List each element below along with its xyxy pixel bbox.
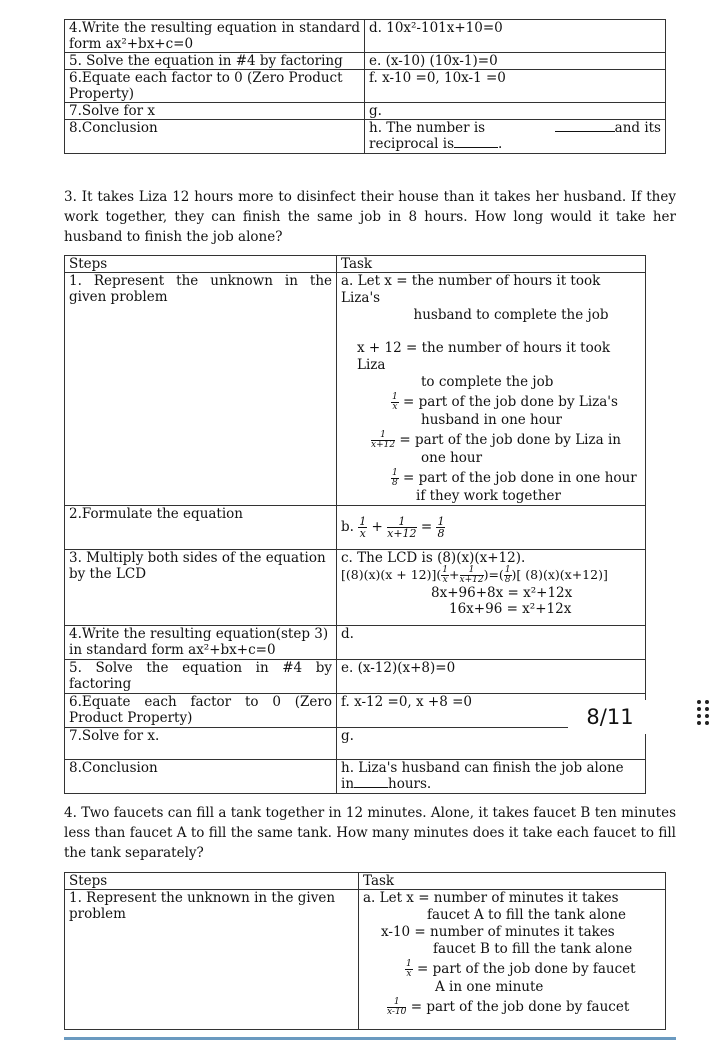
task-cell: d. 10x²-101x+10=0 xyxy=(365,20,666,53)
table-row xyxy=(65,694,646,728)
table-row xyxy=(65,890,666,1030)
fraction-1-over-x: $\frac{1}{x}$ xyxy=(442,565,449,585)
task-cell: g. xyxy=(365,103,666,120)
task-cell xyxy=(365,120,666,154)
task-cell: e. (x-12)(x+8)=0 xyxy=(337,660,646,694)
x-minus-10-line: x-10 = number of minutes it takes xyxy=(381,924,615,940)
conclusion-text: h. Liza's husband can finish the job alone xyxy=(341,760,624,776)
task-cell: e. (x-10) (10x-1)=0 xyxy=(365,53,666,70)
part-line: = part of the job done in one hour xyxy=(403,470,637,486)
step-cell: 2.Formulate the equation xyxy=(65,506,337,550)
step-cell: 3. Multiply both sides of the equation by the LCD xyxy=(65,550,337,626)
plus-sign: + xyxy=(371,519,383,535)
step-cell: 8.Conclusion xyxy=(65,760,337,794)
more-dots-icon[interactable] xyxy=(697,700,711,732)
x-plus-12-line: x + 12 = the number of hours it took Liza xyxy=(357,340,611,373)
problem-4-text: 4. Two faucets can fill a tank together in 12 minutes. Alone, it takes faucet B ten minutes less than faucet A to fill the same tank. How many minutes does it take each faucet to fill the tank separately? xyxy=(64,805,676,861)
table-row xyxy=(65,660,646,694)
header-steps: Steps xyxy=(65,873,359,890)
step-cell: 1. Represent the unknown in the given problem xyxy=(65,273,337,506)
task-cell xyxy=(359,890,666,1030)
fraction-1-over-x: $\frac{1}{x}$ xyxy=(406,959,412,979)
conclusion-text: hours. xyxy=(388,776,432,792)
let-x-line-2: faucet A to fill the tank alone xyxy=(427,907,627,923)
table-row xyxy=(65,626,646,660)
task-cell xyxy=(337,760,646,794)
table-header-row xyxy=(65,873,666,890)
step-cell: 6.Equate each factor to 0 (Zero Product Property) xyxy=(65,694,337,728)
step-cell: 5. Solve the equation in #4 by factoring xyxy=(65,660,337,694)
multiply-line: [(8)(x)(x + 12)]( xyxy=(341,567,442,582)
step-cell: 4.Write the resulting equation in standard form ax²+bx+c=0 xyxy=(65,20,365,53)
task-cell: g. xyxy=(337,728,646,760)
table-row xyxy=(65,506,646,550)
part-line: = part of the job done by faucet xyxy=(417,961,636,977)
table-row xyxy=(65,273,646,506)
let-x-line-2: husband to complete the job xyxy=(413,307,609,323)
task-cell xyxy=(337,506,646,550)
fraction-1-over-x: $\frac{1}{x}$ xyxy=(392,392,398,412)
part-line-2: husband in one hour xyxy=(421,412,563,428)
x-plus-12-line-2: to complete the job xyxy=(421,374,554,390)
simplified-line: 16x+96 = x²+12x xyxy=(449,601,572,617)
part-line: = part of the job done by faucet xyxy=(410,999,630,1015)
fraction-1-over-8: $\frac{1}{8}$ xyxy=(437,515,445,540)
header-task: Task xyxy=(359,873,666,890)
let-x-line: a. Let x = number of minutes it takes xyxy=(363,890,619,906)
step-cell: 7.Solve for x. xyxy=(65,728,337,760)
step-cell: 6.Equate each factor to 0 (Zero Product Property) xyxy=(65,70,365,103)
table-row xyxy=(65,728,646,760)
table-row xyxy=(65,70,666,103)
equation-label: b. xyxy=(341,519,354,535)
table-row xyxy=(65,550,646,626)
task-cell: d. xyxy=(337,626,646,660)
equals-sign: = xyxy=(420,519,433,535)
header-steps: Steps xyxy=(65,256,337,273)
steps-table-problem-2 xyxy=(64,19,666,154)
page-bottom-rule xyxy=(64,1037,676,1040)
task-cell: f. x-12 =0, x +8 =0 xyxy=(337,694,646,728)
step-cell: 5. Solve the equation in #4 by factoring xyxy=(65,53,365,70)
step-cell: 8.Conclusion xyxy=(65,120,365,154)
conclusion-text: in xyxy=(341,776,355,792)
problem-3-text: 3. It takes Liza 12 hours more to disinfect their house than it takes her husband. If they work together, they can finish the same job in 8 hours. How long would it take her husband to finish the job alone? xyxy=(64,189,676,245)
conclusion-text: and its xyxy=(614,120,661,136)
table-row xyxy=(65,20,666,53)
page-indicator: 8/11 xyxy=(568,700,652,734)
conclusion-text: reciprocal is xyxy=(369,136,455,152)
expanded-line: 8x+96+8x = x²+12x xyxy=(431,585,573,601)
fraction-1-over-x12: $\frac{1}{x+12}$ xyxy=(371,430,396,450)
step-cell: 7.Solve for x xyxy=(65,103,365,120)
fraction-1-over-x10: $\frac{1}{x-10}$ xyxy=(387,997,407,1017)
fraction-1-over-x12: $\frac{1}{x+12}$ xyxy=(387,515,417,540)
part-line: = part of the job done by Liza in xyxy=(399,432,621,448)
part-line-2: one hour xyxy=(421,450,483,466)
part-line-2: if they work together xyxy=(416,488,561,504)
table-row xyxy=(65,120,666,154)
multiply-line: )[ (8)(x)(x+12)] xyxy=(511,567,608,582)
conclusion-text: h. The number is xyxy=(369,120,486,136)
let-x-line: a. Let x = the number of hours it took Liza's xyxy=(341,273,601,306)
task-cell: c. The LCD is (8)(x)(x+12). [(8)(x)(x + 12)]( $\frac{1}{x}$ + $\frac{1}{x+12}$ )=( $\frac{1}{8}$ )[ (8)(x)(x+12)] 8x+96+8x = x²+12x 16x+96 = x²+12x xyxy=(337,550,646,626)
table-row xyxy=(65,760,646,794)
period: . xyxy=(498,136,503,152)
part-line-2: A in one minute xyxy=(435,979,544,995)
steps-table-problem-3 xyxy=(64,255,646,794)
fraction-1-over-x12: $\frac{1}{x+12}$ xyxy=(459,565,484,585)
fraction-1-over-x: $\frac{1}{x}$ xyxy=(359,515,367,540)
multiply-line: )=( xyxy=(483,567,504,582)
table-row xyxy=(65,103,666,120)
step-cell: 4.Write the resulting equation(step 3) in standard form ax²+bx+c=0 xyxy=(65,626,337,660)
x-minus-10-line-2: faucet B to fill the tank alone xyxy=(433,941,633,957)
steps-table-problem-4 xyxy=(64,872,666,1030)
task-cell: f. x-10 =0, 10x-1 =0 xyxy=(365,70,666,103)
task-cell xyxy=(337,273,646,506)
fraction-1-over-8: $\frac{1}{8}$ xyxy=(504,565,511,585)
fraction-1-over-8: $\frac{1}{8}$ xyxy=(392,468,398,488)
header-task: Task xyxy=(337,256,646,273)
step-cell: 1. Represent the unknown in the given problem xyxy=(65,890,359,1030)
table-row xyxy=(65,53,666,70)
table-header-row xyxy=(65,256,646,273)
part-line: = part of the job done by Liza's xyxy=(403,394,618,410)
lcd-line: c. The LCD is (8)(x)(x+12). xyxy=(341,550,526,566)
